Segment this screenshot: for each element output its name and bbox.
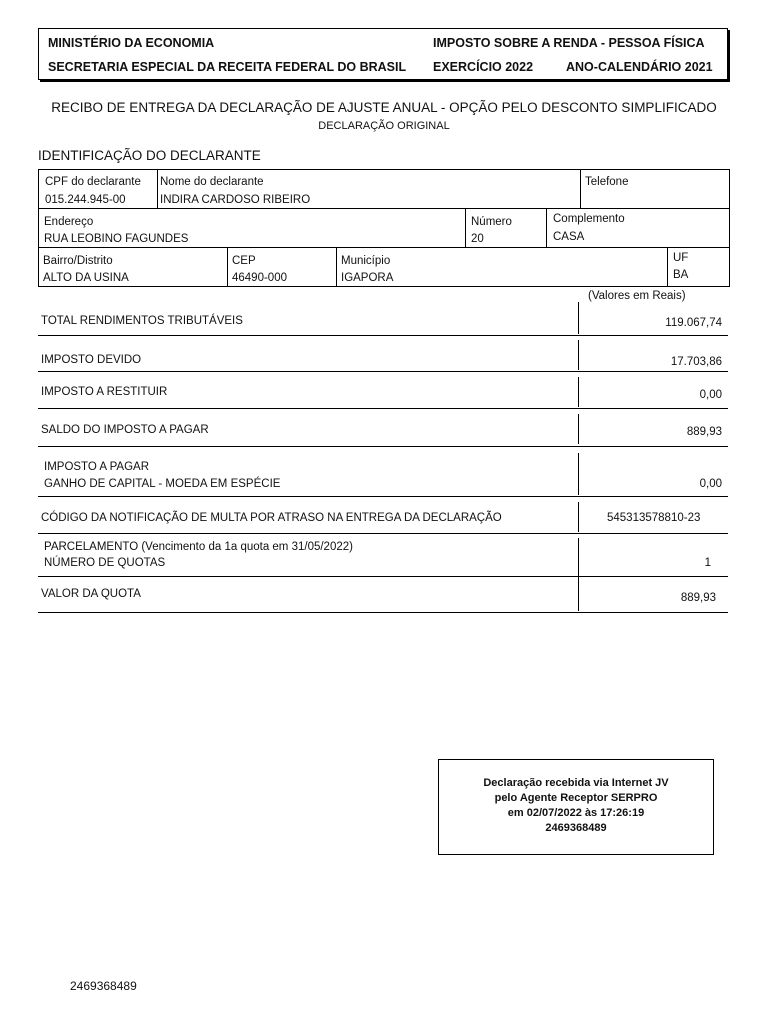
address-value: RUA LEOBINO FAGUNDES (44, 233, 189, 245)
quota-count-value: 1 (704, 557, 711, 569)
uf-value: BA (673, 269, 689, 281)
number-cell (465, 208, 547, 248)
uf-label: UF (673, 252, 689, 264)
fine-code-label: CÓDIGO DA NOTIFICAÇÃO DE MULTA POR ATRASO NA ENTREGA DA DECLARAÇÃO (41, 512, 502, 524)
value-divider (578, 340, 579, 370)
calendar-year: ANO-CALENDÁRIO 2021 (566, 60, 713, 74)
address-cell (38, 208, 466, 248)
tax-due-value: 17.703,86 (670, 356, 722, 368)
district-value: ALTO DA USINA (43, 272, 129, 284)
document-subtitle: DECLARAÇÃO ORIGINAL (318, 120, 450, 132)
district-label: Bairro/Distrito (43, 255, 113, 267)
uf-cell (667, 247, 730, 287)
name-label: Nome do declarante (160, 176, 264, 188)
cpf-value: 015.244.945-00 (45, 194, 126, 206)
taxable-income-label: TOTAL RENDIMENTOS TRIBUTÁVEIS (41, 315, 243, 327)
value-divider (578, 414, 579, 444)
value-divider (578, 453, 579, 495)
complement-value: CASA (553, 231, 585, 243)
fine-code-value: 545313578810-23 (607, 512, 701, 524)
payable-label: IMPOSTO A PAGAR (44, 461, 150, 473)
balance-label: SALDO DO IMPOSTO A PAGAR (41, 424, 209, 436)
row-divider (38, 612, 728, 613)
capital-gain-label: GANHO DE CAPITAL - MOEDA EM ESPÉCIE (44, 478, 281, 490)
taxable-income-value: 119.067,74 (665, 317, 722, 329)
quota-count-label: NÚMERO DE QUOTAS (44, 557, 166, 569)
installment-label: PARCELAMENTO (Vencimento da 1a quota em 31/05/2022) (44, 541, 353, 553)
row-divider (38, 408, 728, 409)
row-divider (38, 533, 728, 534)
phone-cell (580, 169, 730, 209)
name-value: INDIRA CARDOSO RIBEIRO (160, 194, 311, 206)
value-divider (578, 502, 579, 532)
identification-section-title: IDENTIFICAÇÃO DO DECLARANTE (38, 148, 261, 163)
balance-value: 889,93 (686, 426, 722, 438)
name-cell (157, 169, 581, 209)
address-label: Endereço (44, 216, 94, 228)
row-divider (38, 335, 728, 336)
value-divider (578, 538, 579, 576)
receipt-line-1: Declaração recebida via Internet JV (483, 777, 669, 789)
exercise-year: EXERCÍCIO 2022 (433, 60, 534, 74)
value-divider (578, 302, 579, 334)
receipt-line-4: 2469368489 (545, 822, 607, 834)
quota-value-label: VALOR DA QUOTA (41, 588, 141, 600)
district-cell (38, 247, 228, 287)
tax-type: IMPOSTO SOBRE A RENDA - PESSOA FÍSICA (433, 36, 705, 50)
cep-value: 46490-000 (232, 272, 287, 284)
unit-note: (Valores em Reais) (588, 290, 686, 302)
complement-cell (546, 208, 730, 248)
receipt-line-3: em 02/07/2022 às 17:26:19 (507, 807, 645, 819)
cep-cell (227, 247, 337, 287)
capital-gain-value: 0,00 (699, 478, 722, 490)
tax-due-label: IMPOSTO DEVIDO (41, 354, 142, 366)
row-divider (38, 576, 728, 577)
cpf-label: CPF do declarante (45, 176, 141, 188)
header-box (38, 28, 728, 80)
row-divider (38, 446, 728, 447)
document-title: RECIBO DE ENTREGA DA DECLARAÇÃO DE AJUSTE ANUAL - OPÇÃO PELO DESCONTO SIMPLIFICADO (51, 100, 717, 115)
refund-label: IMPOSTO A RESTITUIR (41, 386, 168, 398)
city-value: IGAPORA (341, 272, 394, 284)
refund-value: 0,00 (699, 389, 722, 401)
receipt-line-2: pelo Agente Receptor SERPRO (494, 792, 658, 804)
row-divider (38, 496, 728, 497)
number-value: 20 (471, 233, 484, 245)
quota-value-value: 889,93 (680, 592, 716, 604)
receipt-stamp (438, 759, 714, 855)
cpf-cell (38, 169, 158, 209)
row-divider (38, 371, 728, 372)
number-label: Número (471, 216, 512, 228)
complement-label: Complemento (553, 213, 625, 225)
value-divider (578, 377, 579, 407)
value-divider (578, 577, 579, 611)
secretariat-name: SECRETARIA ESPECIAL DA RECEITA FEDERAL DO BRASIL (48, 60, 407, 74)
footer-code: 2469368489 (70, 979, 137, 993)
cep-label: CEP (232, 255, 256, 267)
city-label: Município (341, 255, 391, 267)
ministry-name: MINISTÉRIO DA ECONOMIA (48, 36, 215, 50)
phone-label: Telefone (585, 176, 629, 188)
city-cell (336, 247, 668, 287)
